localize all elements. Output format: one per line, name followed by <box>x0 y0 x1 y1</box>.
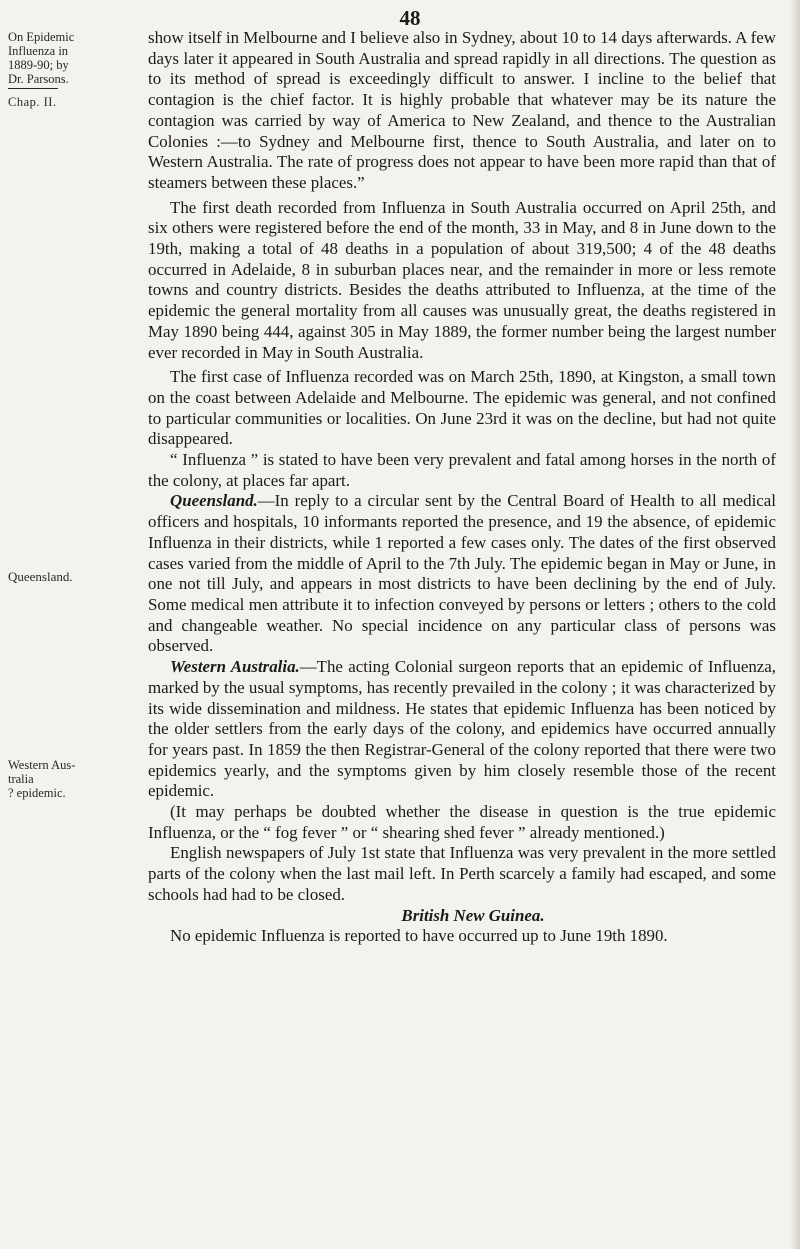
page-edge-shadow <box>790 0 800 1249</box>
sidenote-line: Dr. Parsons. <box>8 72 69 86</box>
running-head-sidenote <box>8 30 108 109</box>
body-text <box>148 28 776 947</box>
paragraph: “ Influenza ” is stated to have been very prevalent and fatal among horses in the north of the colony, at places far apart. <box>148 450 776 490</box>
western-australia-heading: Western Australia. <box>170 657 300 677</box>
paragraph: No epidemic Influenza is reported to have occurred up to June 19th 1890. <box>170 926 668 946</box>
paragraph: English newspapers of July 1st state that Influenza was very prevalent in the more settled parts of the colony when the last mail left. In Perth scarcely a family had escaped, and some schools had had to be closed. <box>148 843 776 904</box>
paragraph-text: —The acting Colonial surgeon reports that an epidemic of Influenza, marked by the usual symptoms, has recently prevailed in the colony ; it was characterized by its wide dissemination and mildness. He states that epidemic Influenza has been noticed by the older settlers from the early days of the colony, and epidemics have occurred annually for years past. In 1859 the then Registrar-General of the colony reported that there were two epidemics yearly, and the symptoms given by him closely resemble those of the recent epidemic. <box>148 657 776 801</box>
sidenote-line: On Epidemic <box>8 30 75 44</box>
paragraph: show itself in Melbourne and I believe also in Sydney, about 10 to 14 days afterwards. A few days later it appeared in South Australia and spread rapidly in all directions. The question as to its method of spread is exceedingly difficult to answer. I incline to the belief that contagion is the chief factor. It is highly probable that whatever may be its nature the contagion was carried by way of America to New Zealand, and thence to the Australian Colonies :—to Sydney and Melbourne first, thence to South Australia, and later on to Western Australia. The rate of progress does not appear to have been more rapid than that of steamers between these places.” <box>148 28 776 192</box>
chapter-sidenote: Chap. II. <box>8 95 57 109</box>
paragraph: The first death recorded from Influenza in South Australia occurred on April 25th, and six others were registered before the end of the month, 33 in May, and 8 in June down to the 19th, making a total of 48 deaths in a population of about 319,500; 4 of the 48 deaths occurred in Adelaide, 8 in suburban places near, and the remainder in more or less remote towns and country districts. Besides the deaths attributed to Influenza, at the time of the epidemic the general mortality from all causes was unusually great, the deaths registered in May 1890 being 444, against 305 in May 1889, the former number being the largest number ever recorded in May in South Australia. <box>148 197 776 362</box>
western-australia-sidenote <box>8 758 108 800</box>
western-australia-paragraph <box>148 657 776 802</box>
queensland-sidenote: Queensland. <box>8 569 73 584</box>
paragraph: The first case of Influenza recorded was on March 25th, 1890, at Kingston, a small town on the coast between Adelaide and Melbourne. The epidemic was general, and not confined to particular communities or localities. On June 23rd it was on the decline, but had not quite disappeared. <box>148 367 776 449</box>
sidenote-line: 1889-90; by <box>8 58 69 72</box>
section-title: British New Guinea. <box>401 905 545 925</box>
sidenote-line: Influenza in <box>8 44 69 58</box>
sidenote-rule <box>8 88 58 89</box>
queensland-paragraph <box>148 491 776 657</box>
page-number: 48 <box>399 6 421 30</box>
sidenote-line: ? epidemic. <box>8 786 66 800</box>
paragraph: (It may perhaps be doubted whether the disease in question is the true epidemic Influenza, or the “ fog fever ” or “ shearing shed fever ” already mentioned.) <box>148 802 776 842</box>
paragraph-text: —In reply to a circular sent by the Central Board of Health to all medical officers and hospitals, 10 informants reported the presence, and 19 the absence, of epidemic Influenza in their districts, while 1 reported a few cases only. The dates of the first observed cases varied from the middle of April to the 7th July. The epidemic began in May or June, in one not till July, and appears in most districts to have been declining by the end of July. Some medical men attribute it to infection conveyed by persons or letters ; others to the cold and changeable weather. No special incidence on any particular class of persons was observed. <box>148 491 776 656</box>
sidenote-line: tralia <box>8 772 34 786</box>
sidenote-line: Western Aus- <box>8 758 76 772</box>
queensland-heading: Queensland. <box>170 491 258 511</box>
